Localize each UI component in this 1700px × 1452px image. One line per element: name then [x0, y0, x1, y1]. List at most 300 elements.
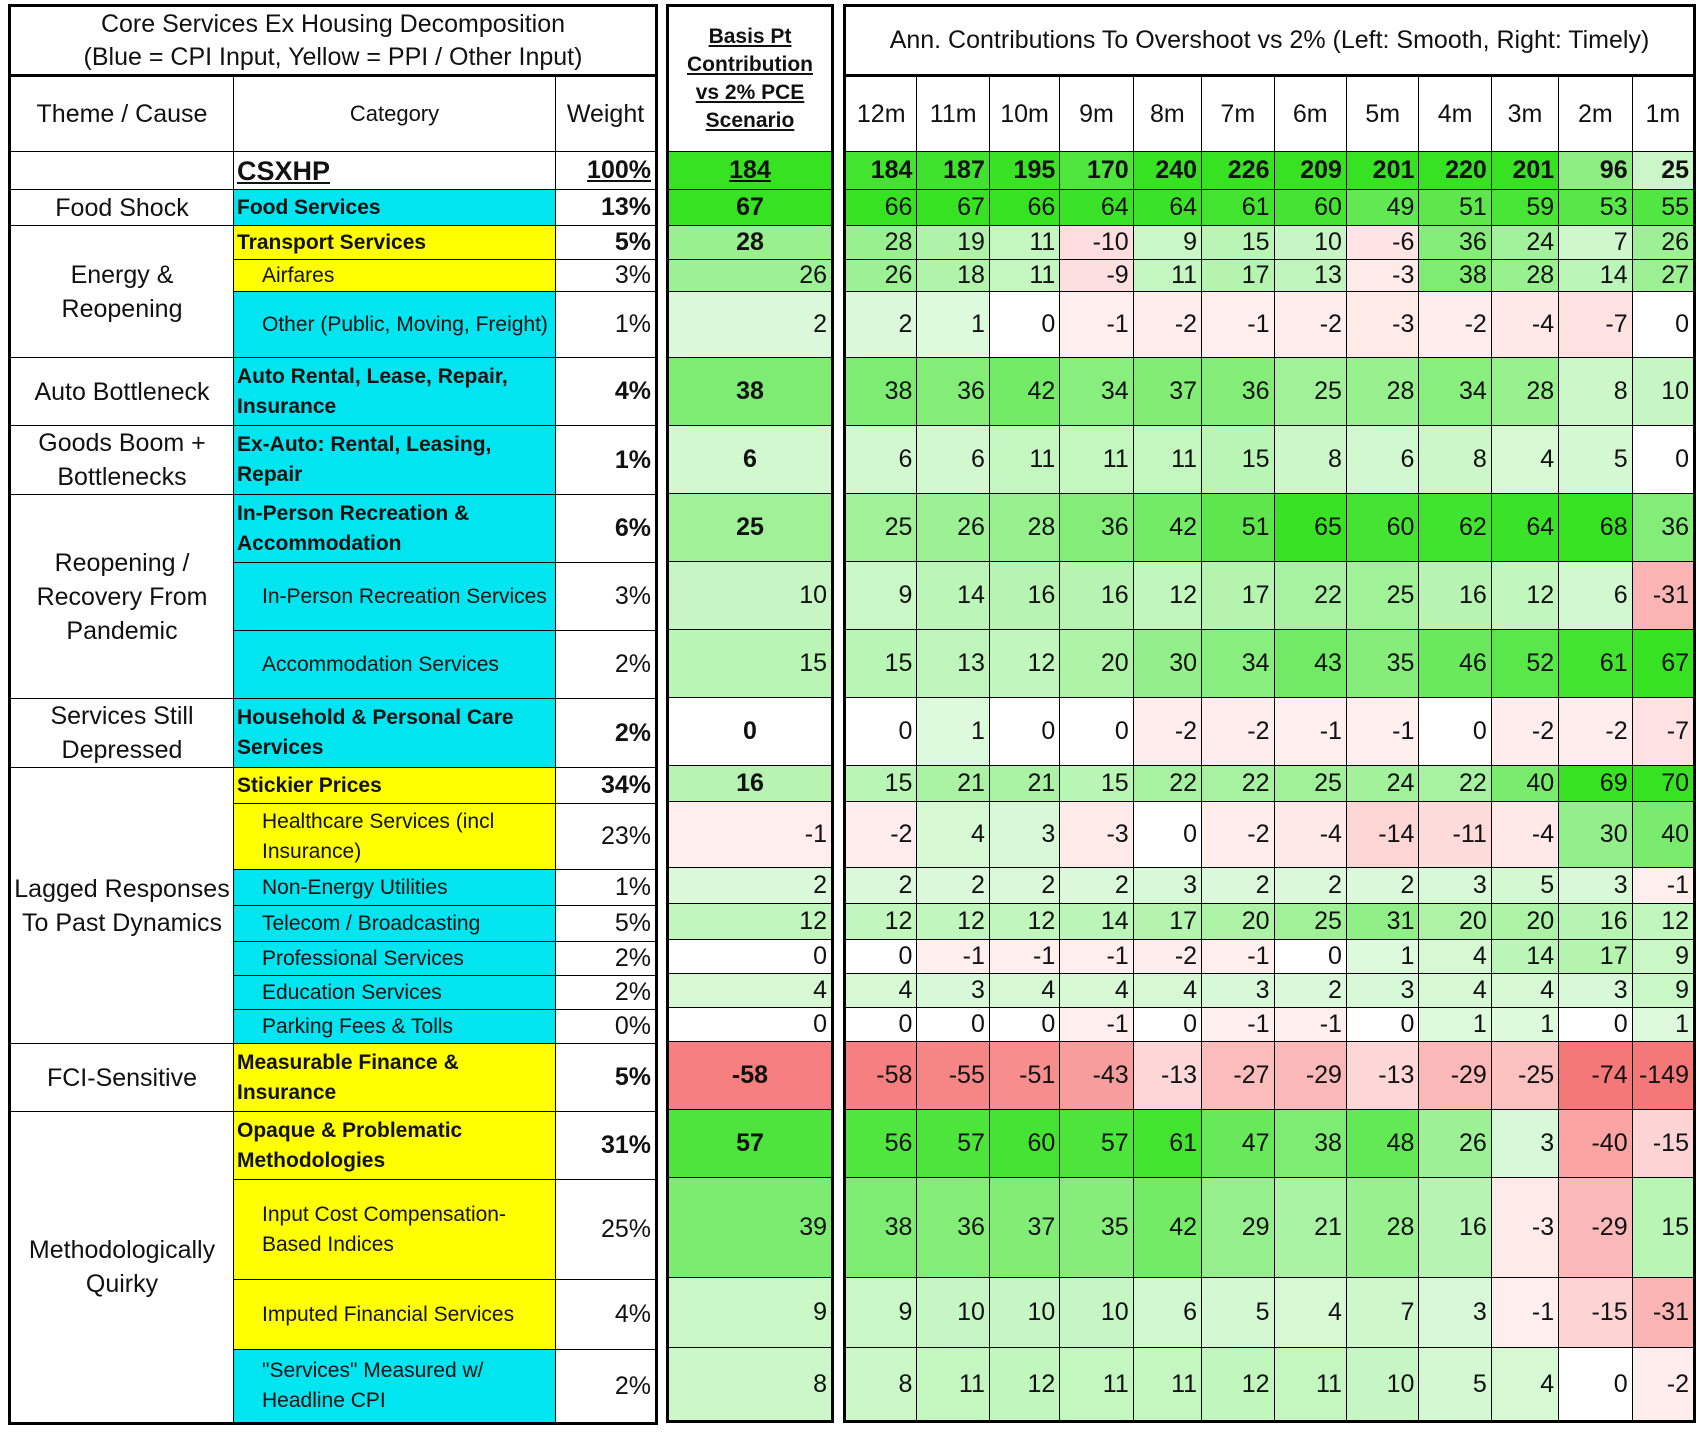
table-row: [845, 630, 1695, 698]
value-cell: 5: [1202, 1278, 1274, 1348]
value-cell: 37: [989, 1178, 1059, 1278]
table-row: [845, 494, 1695, 562]
value-cell: 0: [1559, 1008, 1632, 1042]
table-row: [845, 940, 1695, 974]
value-cell: 0: [1419, 698, 1491, 766]
value-cell: 10: [917, 1278, 989, 1348]
value-cell: 9: [1133, 226, 1201, 260]
value-cell: 11: [989, 226, 1059, 260]
col-header-category: Category: [234, 76, 556, 152]
table-row: [10, 426, 657, 495]
value-cell: 65: [1274, 494, 1346, 562]
theme-cell: Goods Boom + Bottlenecks: [10, 426, 234, 495]
value-cell: -149: [1632, 1042, 1694, 1110]
value-cell: 13: [917, 630, 989, 698]
value-cell: 6: [1559, 562, 1632, 630]
weight-cell: 5%: [556, 226, 657, 260]
bp-cell: 26: [668, 260, 833, 292]
value-cell: 17: [1559, 940, 1632, 974]
value-cell: 5: [1491, 868, 1558, 904]
weight-cell: 1%: [556, 292, 657, 358]
col-header-theme: Theme / Cause: [10, 76, 234, 152]
bp-cell: 10: [668, 562, 833, 630]
value-cell: -1: [917, 940, 989, 974]
category-cell: Ex-Auto: Rental, Leasing, Repair: [234, 426, 556, 495]
value-cell: 1: [1419, 1008, 1491, 1042]
value-cell: -3: [1491, 1178, 1558, 1278]
value-cell: 4: [917, 802, 989, 868]
value-cell: 12: [989, 904, 1059, 940]
value-cell: 2: [845, 292, 917, 358]
weight-cell: 4%: [556, 1280, 657, 1350]
table-row: [845, 260, 1695, 292]
value-cell: 51: [1419, 190, 1491, 226]
value-cell: 36: [1202, 358, 1274, 426]
value-cell: 3: [917, 974, 989, 1008]
value-cell: -2: [1133, 292, 1201, 358]
table-row: [845, 1110, 1695, 1178]
value-cell: 11: [1060, 1348, 1133, 1422]
weight-cell: 2%: [556, 699, 657, 768]
category-cell: Auto Rental, Lease, Repair, Insurance: [234, 358, 556, 426]
weight-cell: 13%: [556, 190, 657, 226]
value-cell: -1: [989, 940, 1059, 974]
category-cell: Measurable Finance & Insurance: [234, 1044, 556, 1112]
month-header: 9m: [1060, 76, 1133, 152]
theme-cell: Food Shock: [10, 190, 234, 226]
value-cell: 56: [845, 1110, 917, 1178]
value-cell: 69: [1559, 766, 1632, 802]
contributions-title: Ann. Contributions To Overshoot vs 2% (Left: Smooth, Right: Timely): [845, 6, 1695, 76]
table-row: [10, 1112, 657, 1180]
value-cell: 0: [1346, 1008, 1418, 1042]
value-cell: 36: [1060, 494, 1133, 562]
value-cell: -6: [1346, 226, 1418, 260]
value-cell: 28: [1346, 1178, 1418, 1278]
value-cell: 37: [1133, 358, 1201, 426]
value-cell: -1: [1060, 1008, 1133, 1042]
value-cell: 4: [1274, 1278, 1346, 1348]
value-cell: -15: [1632, 1110, 1694, 1178]
value-cell: 12: [917, 904, 989, 940]
table-row: [845, 802, 1695, 868]
value-cell: 4: [989, 974, 1059, 1008]
value-cell: 22: [1419, 766, 1491, 802]
value-cell: 14: [1559, 260, 1632, 292]
value-cell: 57: [917, 1110, 989, 1178]
category-table: [8, 4, 658, 1425]
value-cell: 16: [1419, 1178, 1491, 1278]
value-cell: 25: [1274, 904, 1346, 940]
value-cell: 66: [845, 190, 917, 226]
table-row: [845, 974, 1695, 1008]
basis-point-header-line: vs 2% PCE: [695, 81, 805, 104]
value-cell: -43: [1060, 1042, 1133, 1110]
bp-cell: 9: [668, 1278, 833, 1348]
bp-cell: 57: [668, 1110, 833, 1178]
value-cell: -9: [1060, 260, 1133, 292]
weight-cell: 5%: [556, 1044, 657, 1112]
value-cell: 25: [845, 494, 917, 562]
table-row: [10, 768, 657, 804]
value-cell: 34: [1419, 358, 1491, 426]
value-cell: -3: [1346, 260, 1418, 292]
value-cell: -2: [1274, 292, 1346, 358]
value-cell: 0: [1632, 426, 1694, 494]
value-cell: -74: [1559, 1042, 1632, 1110]
bp-cell: 6: [668, 426, 833, 494]
value-cell: 3: [1491, 1110, 1558, 1178]
table-row: [10, 190, 657, 226]
value-cell: 9: [1632, 940, 1694, 974]
month-header: 5m: [1346, 76, 1418, 152]
value-cell: 36: [1419, 226, 1491, 260]
value-cell: 0: [1133, 1008, 1201, 1042]
value-cell: -11: [1419, 802, 1491, 868]
value-cell: -51: [989, 1042, 1059, 1110]
total-category: CSXHP: [234, 152, 556, 190]
value-cell: -27: [1202, 1042, 1274, 1110]
month-header: 11m: [917, 76, 989, 152]
value-cell: 4: [1133, 974, 1201, 1008]
col-header-weight: Weight: [556, 76, 657, 152]
value-cell: 3: [1559, 868, 1632, 904]
table-row: [845, 226, 1695, 260]
value-cell: -2: [1632, 1348, 1694, 1422]
value-cell: 20: [1491, 904, 1558, 940]
table-row: [845, 1348, 1695, 1422]
value-cell: 43: [1274, 630, 1346, 698]
month-header: 12m: [845, 76, 917, 152]
value-cell: 28: [1346, 358, 1418, 426]
value-cell: -15: [1559, 1278, 1632, 1348]
weight-cell: 34%: [556, 768, 657, 804]
value-cell: 7: [1559, 226, 1632, 260]
value-cell: 14: [1060, 904, 1133, 940]
value-cell: -55: [917, 1042, 989, 1110]
value-cell: 2: [989, 868, 1059, 904]
month-header: 4m: [1419, 76, 1491, 152]
value-cell: 51: [1202, 494, 1274, 562]
value-cell: 10: [1060, 1278, 1133, 1348]
theme-cell: FCI-Sensitive: [10, 1044, 234, 1112]
bp-cell: 25: [668, 494, 833, 562]
value-cell: 52: [1491, 630, 1558, 698]
value-cell: 11: [989, 260, 1059, 292]
value-cell: 0: [845, 1008, 917, 1042]
value-cell: 17: [1202, 562, 1274, 630]
bp-cell: 2: [668, 292, 833, 358]
category-cell: Input Cost Compensation-Based Indices: [234, 1180, 556, 1280]
value-cell: 0: [1060, 698, 1133, 766]
value-cell: 22: [1274, 562, 1346, 630]
category-cell: In-Person Recreation Services: [234, 563, 556, 631]
value-cell: -2: [1133, 940, 1201, 974]
value-cell: 47: [1202, 1110, 1274, 1178]
value-cell: -7: [1632, 698, 1694, 766]
value-cell: -2: [1202, 698, 1274, 766]
total-value-cell: 184: [845, 152, 917, 190]
value-cell: 2: [917, 868, 989, 904]
value-cell: 16: [1559, 904, 1632, 940]
value-cell: 3: [1133, 868, 1201, 904]
value-cell: 8: [1419, 426, 1491, 494]
value-cell: 3: [1346, 974, 1418, 1008]
value-cell: 20: [1202, 904, 1274, 940]
total-value-cell: 187: [917, 152, 989, 190]
table-row: [845, 562, 1695, 630]
value-cell: -1: [1202, 1008, 1274, 1042]
value-cell: 36: [1632, 494, 1694, 562]
value-cell: 40: [1491, 766, 1558, 802]
value-cell: 28: [989, 494, 1059, 562]
value-cell: 10: [1632, 358, 1694, 426]
month-header: 8m: [1133, 76, 1201, 152]
value-cell: 16: [989, 562, 1059, 630]
value-cell: -1: [1202, 940, 1274, 974]
weight-cell: 1%: [556, 870, 657, 906]
weight-cell: 25%: [556, 1180, 657, 1280]
month-header: 10m: [989, 76, 1059, 152]
value-cell: 16: [1419, 562, 1491, 630]
value-cell: 35: [1346, 630, 1418, 698]
category-cell: Parking Fees & Tolls: [234, 1010, 556, 1044]
value-cell: 0: [1559, 1348, 1632, 1422]
category-cell: Professional Services: [234, 942, 556, 976]
value-cell: 9: [1632, 974, 1694, 1008]
weight-cell: 31%: [556, 1112, 657, 1180]
value-cell: 3: [1559, 974, 1632, 1008]
weight-cell: 3%: [556, 563, 657, 631]
bp-cell: 0: [668, 1008, 833, 1042]
total-value-cell: 226: [1202, 152, 1274, 190]
bp-cell: 8: [668, 1348, 833, 1422]
value-cell: 3: [1419, 1278, 1491, 1348]
category-cell: Stickier Prices: [234, 768, 556, 804]
value-cell: -4: [1491, 802, 1558, 868]
bp-cell: 2: [668, 868, 833, 904]
total-value-cell: 240: [1133, 152, 1201, 190]
value-cell: 11: [917, 1348, 989, 1422]
value-cell: 28: [1491, 358, 1558, 426]
value-cell: 4: [1419, 974, 1491, 1008]
value-cell: 15: [1202, 226, 1274, 260]
value-cell: 42: [1133, 1178, 1201, 1278]
value-cell: 15: [1632, 1178, 1694, 1278]
bp-cell: 0: [668, 698, 833, 766]
table-row: [10, 699, 657, 768]
bp-cell: 39: [668, 1178, 833, 1278]
total-value-cell: 96: [1559, 152, 1632, 190]
table-row: [10, 358, 657, 426]
value-cell: 10: [1274, 226, 1346, 260]
value-cell: 60: [1274, 190, 1346, 226]
bp-cell: 4: [668, 974, 833, 1008]
value-cell: 22: [1133, 766, 1201, 802]
value-cell: 5: [1559, 426, 1632, 494]
value-cell: 55: [1632, 190, 1694, 226]
value-cell: 49: [1346, 190, 1418, 226]
value-cell: 6: [1346, 426, 1418, 494]
value-cell: 12: [989, 630, 1059, 698]
value-cell: 18: [917, 260, 989, 292]
value-cell: -2: [1202, 802, 1274, 868]
value-cell: 16: [1060, 562, 1133, 630]
value-cell: 15: [1202, 426, 1274, 494]
value-cell: -1: [1346, 698, 1418, 766]
weight-cell: 2%: [556, 976, 657, 1010]
value-cell: -4: [1274, 802, 1346, 868]
value-cell: 38: [1274, 1110, 1346, 1178]
total-value-cell: 170: [1060, 152, 1133, 190]
value-cell: -14: [1346, 802, 1418, 868]
value-cell: 27: [1632, 260, 1694, 292]
value-cell: 2: [1274, 974, 1346, 1008]
value-cell: 21: [1274, 1178, 1346, 1278]
value-cell: 38: [1419, 260, 1491, 292]
value-cell: 0: [989, 698, 1059, 766]
value-cell: 60: [989, 1110, 1059, 1178]
value-cell: 4: [1419, 940, 1491, 974]
value-cell: 0: [845, 698, 917, 766]
value-cell: -13: [1346, 1042, 1418, 1110]
total-value-cell: 201: [1491, 152, 1558, 190]
value-cell: 26: [917, 494, 989, 562]
table-row: [845, 1278, 1695, 1348]
value-cell: -31: [1632, 1278, 1694, 1348]
value-cell: -1: [1060, 940, 1133, 974]
value-cell: 35: [1060, 1178, 1133, 1278]
value-cell: 17: [1202, 260, 1274, 292]
value-cell: 5: [1419, 1348, 1491, 1422]
value-cell: 10: [989, 1278, 1059, 1348]
weight-cell: 5%: [556, 906, 657, 942]
value-cell: 17: [1133, 904, 1201, 940]
bp-cell: 12: [668, 904, 833, 940]
category-cell: In-Person Recreation & Accommodation: [234, 495, 556, 563]
value-cell: 40: [1632, 802, 1694, 868]
value-cell: 36: [917, 358, 989, 426]
value-cell: 12: [845, 904, 917, 940]
total-weight: 100%: [556, 152, 657, 190]
month-header: 1m: [1632, 76, 1694, 152]
value-cell: 11: [1274, 1348, 1346, 1422]
value-cell: -2: [1559, 698, 1632, 766]
value-cell: 42: [989, 358, 1059, 426]
value-cell: -3: [1346, 292, 1418, 358]
bp-cell: 15: [668, 630, 833, 698]
value-cell: 11: [1133, 260, 1201, 292]
table-row: [10, 1044, 657, 1112]
value-cell: 7: [1346, 1278, 1418, 1348]
value-cell: 31: [1346, 904, 1418, 940]
basis-point-header: [668, 6, 833, 152]
value-cell: 0: [845, 940, 917, 974]
total-value-cell: 220: [1419, 152, 1491, 190]
theme-cell: Lagged Responses To Past Dynamics: [10, 768, 234, 1044]
category-cell: Telecom / Broadcasting: [234, 906, 556, 942]
value-cell: 24: [1491, 226, 1558, 260]
value-cell: 8: [1274, 426, 1346, 494]
weight-cell: 4%: [556, 358, 657, 426]
bp-cell: 28: [668, 226, 833, 260]
value-cell: 60: [1346, 494, 1418, 562]
category-cell: Other (Public, Moving, Freight): [234, 292, 556, 358]
value-cell: 25: [1346, 562, 1418, 630]
weight-cell: 3%: [556, 260, 657, 292]
value-cell: 26: [1419, 1110, 1491, 1178]
value-cell: -25: [1491, 1042, 1558, 1110]
value-cell: -29: [1559, 1178, 1632, 1278]
value-cell: 2: [1060, 868, 1133, 904]
value-cell: 4: [1491, 974, 1558, 1008]
value-cell: 64: [1060, 190, 1133, 226]
basis-point-header-line: Scenario: [705, 109, 795, 132]
value-cell: 68: [1559, 494, 1632, 562]
value-cell: 0: [1632, 292, 1694, 358]
table-row: [845, 1178, 1695, 1278]
basis-point-table: [666, 4, 834, 1423]
value-cell: 36: [917, 1178, 989, 1278]
value-cell: 30: [1133, 630, 1201, 698]
bp-cell: 67: [668, 190, 833, 226]
value-cell: 2: [1346, 868, 1418, 904]
value-cell: 28: [1491, 260, 1558, 292]
value-cell: 30: [1559, 802, 1632, 868]
value-cell: 4: [1491, 1348, 1558, 1422]
value-cell: 14: [1491, 940, 1558, 974]
title-line-2: (Blue = CPI Input, Yellow = PPI / Other Input): [83, 42, 583, 71]
category-cell: Non-Energy Utilities: [234, 870, 556, 906]
value-cell: 21: [917, 766, 989, 802]
value-cell: -4: [1491, 292, 1558, 358]
value-cell: 8: [1559, 358, 1632, 426]
table-row: [845, 1042, 1695, 1110]
value-cell: 38: [845, 358, 917, 426]
value-cell: 34: [1202, 630, 1274, 698]
weight-cell: 2%: [556, 1350, 657, 1424]
value-cell: -1: [1274, 1008, 1346, 1042]
value-cell: 1: [917, 698, 989, 766]
value-cell: 53: [1559, 190, 1632, 226]
category-cell: Opaque & Problematic Methodologies: [234, 1112, 556, 1180]
category-cell: Imputed Financial Services: [234, 1280, 556, 1350]
value-cell: 67: [917, 190, 989, 226]
value-cell: 11: [1133, 426, 1201, 494]
total-theme-blank: [10, 152, 234, 190]
theme-cell: Reopening / Recovery From Pandemic: [10, 495, 234, 699]
value-cell: 15: [845, 630, 917, 698]
bp-cell: -58: [668, 1042, 833, 1110]
bp-cell: 0: [668, 940, 833, 974]
value-cell: 12: [989, 1348, 1059, 1422]
value-cell: 19: [917, 226, 989, 260]
theme-cell: Services Still Depressed: [10, 699, 234, 768]
value-cell: 0: [989, 1008, 1059, 1042]
value-cell: 1: [1491, 1008, 1558, 1042]
theme-cell: Auto Bottleneck: [10, 358, 234, 426]
value-cell: 11: [1133, 1348, 1201, 1422]
value-cell: 15: [1060, 766, 1133, 802]
category-cell: Food Services: [234, 190, 556, 226]
table-row: [845, 292, 1695, 358]
value-cell: 21: [989, 766, 1059, 802]
theme-cell: Energy & Reopening: [10, 226, 234, 358]
value-cell: 8: [845, 1348, 917, 1422]
value-cell: 3: [989, 802, 1059, 868]
bp-cell: 16: [668, 766, 833, 802]
value-cell: 6: [845, 426, 917, 494]
